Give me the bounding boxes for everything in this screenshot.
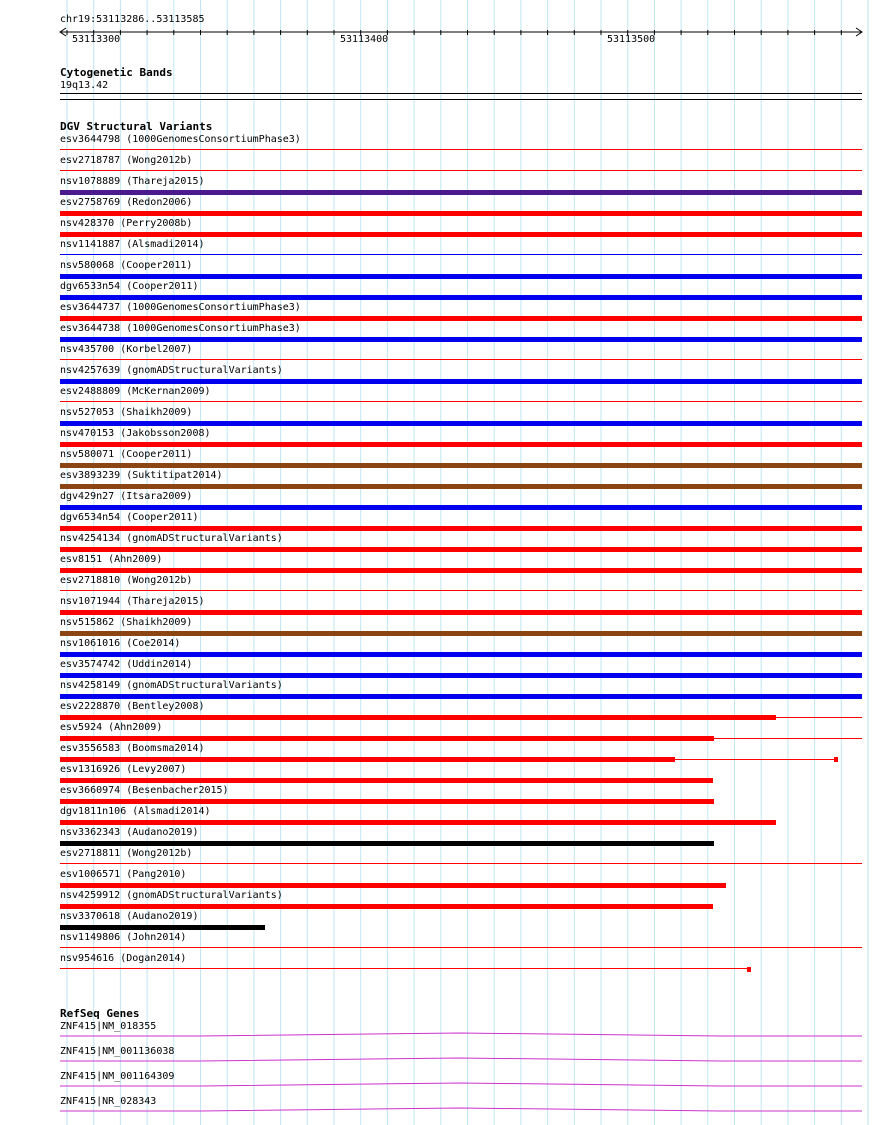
dgv-variant-feature[interactable]: [60, 925, 265, 930]
dgv-variant-label[interactable]: nsv580071 (Cooper2011): [60, 449, 193, 460]
dgv-variant-label[interactable]: nsv4257639 (gnomADStructuralVariants): [60, 365, 283, 376]
dgv-variant-connector: [714, 738, 862, 739]
dgv-variant-label[interactable]: esv8151 (Ahn2009): [60, 554, 163, 565]
dgv-variant-label[interactable]: esv2758769 (Redon2006): [60, 197, 193, 208]
dgv-variant-label[interactable]: esv3574742 (Uddin2014): [60, 659, 193, 670]
dgv-variant-feature[interactable]: [60, 401, 862, 402]
refseq-gene-feature[interactable]: [0, 1079, 890, 1093]
dgv-variant-feature[interactable]: [60, 883, 726, 888]
dgv-variant-feature[interactable]: [60, 274, 862, 279]
dgv-variant-connector: [675, 759, 838, 760]
dgv-variant-feature[interactable]: [60, 379, 862, 384]
dgv-variant-feature[interactable]: [60, 652, 862, 657]
dgv-variant-label[interactable]: nsv1061016 (Coe2014): [60, 638, 181, 649]
dgv-variant-label[interactable]: nsv1078889 (Thareja2015): [60, 176, 205, 187]
refseq-gene-label[interactable]: ZNF415|NR_028343: [60, 1096, 157, 1107]
dgv-variant-connector: [776, 717, 862, 718]
dgv-variant-label[interactable]: esv3660974 (Besenbacher2015): [60, 785, 229, 796]
dgv-variant-feature[interactable]: [60, 295, 862, 300]
dgv-variant-feature[interactable]: [60, 947, 862, 948]
dgv-variant-end-block: [747, 967, 751, 972]
dgv-variant-label[interactable]: dgv6533n54 (Cooper2011): [60, 281, 199, 292]
ruler-tick-label: 53113500: [607, 34, 656, 45]
refseq-track-title: RefSeq Genes: [60, 1007, 140, 1020]
dgv-variant-label[interactable]: nsv515862 (Shaikh2009): [60, 617, 193, 628]
dgv-variant-feature[interactable]: [60, 359, 862, 360]
dgv-variant-label[interactable]: esv2718811 (Wong2012b): [60, 848, 193, 859]
dgv-variant-feature[interactable]: [60, 421, 862, 426]
dgv-variant-label[interactable]: nsv428370 (Perry2008b): [60, 218, 193, 229]
dgv-variant-feature[interactable]: [60, 673, 862, 678]
dgv-variant-label[interactable]: esv2718787 (Wong2012b): [60, 155, 193, 166]
dgv-variant-label[interactable]: esv2228870 (Bentley2008): [60, 701, 205, 712]
dgv-variant-label[interactable]: esv3556583 (Boomsma2014): [60, 743, 205, 754]
dgv-variant-feature[interactable]: [60, 610, 862, 615]
dgv-variant-feature[interactable]: [60, 694, 862, 699]
refseq-gene-label[interactable]: ZNF415|NM_018355: [60, 1021, 157, 1032]
dgv-variant-label[interactable]: dgv1811n106 (Alsmadi2014): [60, 806, 211, 817]
refseq-gene-feature[interactable]: [0, 1029, 890, 1043]
dgv-variant-feature[interactable]: [60, 904, 713, 909]
dgv-variant-feature[interactable]: [60, 568, 862, 573]
dgv-variant-feature[interactable]: [60, 211, 862, 216]
dgv-variant-feature[interactable]: [60, 149, 862, 150]
dgv-variant-feature[interactable]: [60, 757, 675, 762]
dgv-variant-feature[interactable]: [60, 463, 862, 468]
ruler-tick-label: 53113400: [340, 34, 389, 45]
dgv-variant-feature[interactable]: [60, 442, 862, 447]
dgv-variant-feature[interactable]: [60, 631, 862, 636]
dgv-variant-label[interactable]: nsv470153 (Jakobsson2008): [60, 428, 211, 439]
dgv-variant-label[interactable]: esv1316926 (Levy2007): [60, 764, 187, 775]
dgv-variant-label[interactable]: esv5924 (Ahn2009): [60, 722, 163, 733]
dgv-variant-feature[interactable]: [60, 484, 862, 489]
dgv-variant-feature[interactable]: [60, 316, 862, 321]
dgv-variant-label[interactable]: esv2718810 (Wong2012b): [60, 575, 193, 586]
dgv-variant-feature[interactable]: [60, 715, 776, 720]
refseq-gene-feature[interactable]: [0, 1054, 890, 1068]
dgv-variant-feature[interactable]: [60, 337, 862, 342]
dgv-track-title: DGV Structural Variants: [60, 120, 213, 133]
dgv-variant-feature[interactable]: [60, 590, 862, 591]
dgv-variant-feature[interactable]: [60, 254, 862, 255]
dgv-variant-label[interactable]: nsv1071944 (Thareja2015): [60, 596, 205, 607]
dgv-variant-feature[interactable]: [60, 841, 714, 846]
dgv-variant-label[interactable]: nsv435700 (Korbel2007): [60, 344, 193, 355]
dgv-variant-label[interactable]: dgv429n27 (Itsara2009): [60, 491, 193, 502]
refseq-gene-label[interactable]: ZNF415|NM_001164309: [60, 1071, 175, 1082]
cytoband-track-title: Cytogenetic Bands: [60, 66, 173, 79]
dgv-variant-feature[interactable]: [60, 505, 862, 510]
dgv-variant-feature[interactable]: [60, 863, 862, 864]
dgv-variant-label[interactable]: esv3644738 (1000GenomesConsortiumPhase3): [60, 323, 301, 334]
dgv-variant-label[interactable]: esv3644737 (1000GenomesConsortiumPhase3): [60, 302, 301, 313]
dgv-variant-end-block: [834, 757, 838, 762]
dgv-variant-label[interactable]: esv2488809 (McKernan2009): [60, 386, 211, 397]
dgv-variant-label[interactable]: nsv3370618 (Audano2019): [60, 911, 199, 922]
dgv-variant-label[interactable]: nsv527053 (Shaikh2009): [60, 407, 193, 418]
refseq-gene-feature[interactable]: [0, 1104, 890, 1118]
dgv-variant-feature[interactable]: [60, 526, 862, 531]
ruler-tick-label: 53113300: [72, 34, 121, 45]
dgv-variant-label[interactable]: esv3893239 (Suktitipat2014): [60, 470, 223, 481]
dgv-variant-feature[interactable]: [60, 736, 714, 741]
dgv-variant-feature[interactable]: [60, 778, 713, 783]
ruler-locus: chr19:53113286..53113585: [60, 14, 205, 25]
dgv-variant-label[interactable]: dgv6534n54 (Cooper2011): [60, 512, 199, 523]
dgv-variant-label[interactable]: nsv580068 (Cooper2011): [60, 260, 193, 271]
dgv-variant-label[interactable]: esv3644798 (1000GenomesConsortiumPhase3): [60, 134, 301, 145]
dgv-variant-feature[interactable]: [60, 547, 862, 552]
dgv-variant-feature[interactable]: [60, 232, 862, 237]
dgv-variant-feature[interactable]: [60, 170, 862, 171]
dgv-variant-label[interactable]: nsv3362343 (Audano2019): [60, 827, 199, 838]
dgv-variant-label[interactable]: nsv4259912 (gnomADStructuralVariants): [60, 890, 283, 901]
dgv-variant-feature[interactable]: [60, 968, 751, 969]
cytoband-label[interactable]: 19q13.42: [60, 80, 109, 91]
dgv-variant-label[interactable]: nsv1149806 (John2014): [60, 932, 187, 943]
dgv-variant-label[interactable]: nsv4254134 (gnomADStructuralVariants): [60, 533, 283, 544]
dgv-variant-label[interactable]: nsv1141887 (Alsmadi2014): [60, 239, 205, 250]
refseq-gene-label[interactable]: ZNF415|NM_001136038: [60, 1046, 175, 1057]
dgv-variant-feature[interactable]: [60, 820, 776, 825]
dgv-variant-label[interactable]: esv1006571 (Pang2010): [60, 869, 187, 880]
dgv-variant-label[interactable]: nsv4258149 (gnomADStructuralVariants): [60, 680, 283, 691]
dgv-variant-label[interactable]: nsv954616 (Dogan2014): [60, 953, 187, 964]
dgv-variant-feature[interactable]: [60, 799, 714, 804]
dgv-variant-feature[interactable]: [60, 190, 862, 195]
